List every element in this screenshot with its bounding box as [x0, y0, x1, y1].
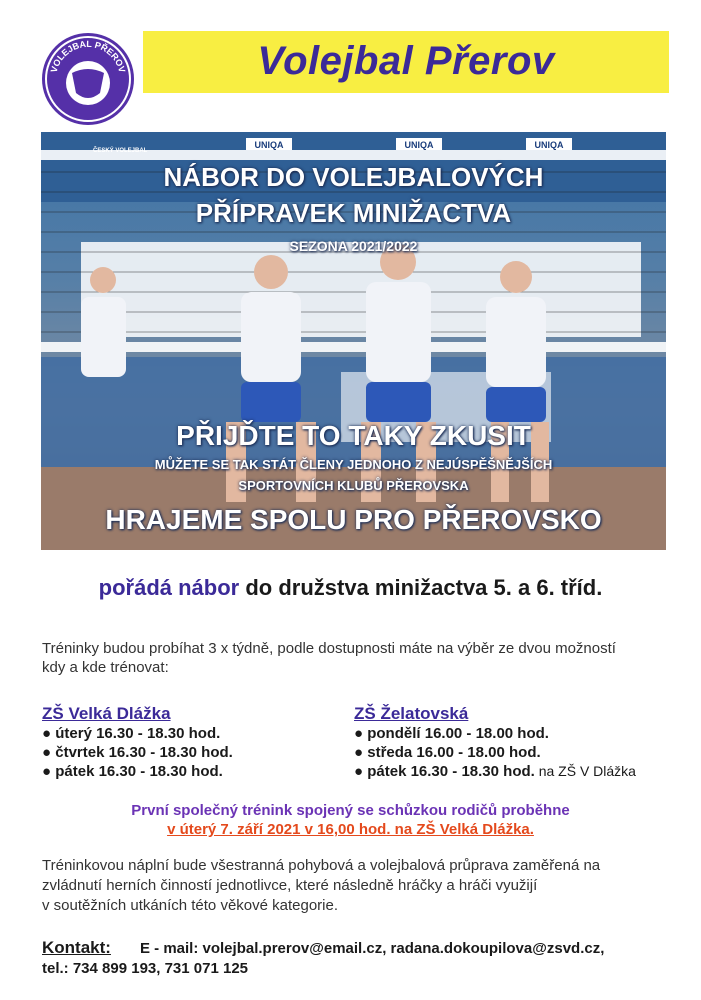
announcement-highlight: pořádá nábor: [98, 575, 240, 600]
schedule-item: ● středa 16.00 - 18.00 hod.: [354, 744, 541, 761]
school-name-velka-dlazka: ZŠ Velká Dlážka: [42, 704, 171, 723]
contact-label: Kontakt:: [42, 938, 111, 957]
logo-text: VOLEJBAL PŘEROV: [48, 38, 128, 74]
schedule-item: ● pátek 16.30 - 18.30 hod. na ZŠ V Dlážka: [354, 763, 636, 780]
sponsor-label: UNIQA: [254, 140, 284, 150]
sponsor-label: UNIQA: [404, 140, 434, 150]
intro-line: kdy a kde trénovat:: [42, 659, 169, 676]
club-logo: [42, 33, 134, 125]
page-title: Volejbal Přerov: [257, 39, 555, 83]
announcement: [0, 575, 701, 601]
schedule-item: ● čtvrtek 16.30 - 18.30 hod.: [42, 744, 233, 761]
schedule-item: ● pondělí 16.00 - 18.00 hod.: [354, 725, 549, 742]
poster-subline-2: SPORTOVNÍCH KLUBŮ PŘEROVSKA: [238, 478, 469, 493]
first-training-line: První společný trénink spojený se schůzkou rodičů proběhne: [131, 802, 570, 819]
contact-phone: tel.: 734 899 193, 731 071 125: [42, 960, 249, 977]
description-line: Tréninkovou náplní bude všestranná pohybová a volejbalová průprava zaměřená na: [42, 857, 601, 874]
federation-label: ČESKÝ VOLEJBAL: [93, 148, 148, 154]
poster-heading-3: PŘIJĎTE TO TAKY ZKUSIT: [176, 420, 531, 451]
schedule-item: ● úterý 16.30 - 18.30 hod.: [42, 725, 221, 742]
description-line: v soutěžních utkáních této věkové kategorie.: [42, 897, 339, 914]
intro-line: Tréninky budou probíhat 3 x týdně, podle dostupnosti máte na výběr ze dvou možností: [42, 640, 616, 657]
poster-heading-1: NÁBOR DO VOLEJBALOVÝCH: [163, 162, 544, 192]
announcement-rest: do družstva minižactva 5. a 6. tříd.: [239, 575, 603, 600]
poster-heading-4: HRAJEME SPOLU PRO PŘEROVSKO: [105, 504, 602, 535]
schedule-note: na ZŠ V Dlážka: [534, 763, 636, 779]
schedule-item: ● pátek 16.30 - 18.30 hod.: [42, 763, 223, 780]
poster-subline-1: MŮŽETE SE TAK STÁT ČLENY JEDNOHO Z NEJÚSPĚŠNĚJŠÍCH: [154, 457, 553, 472]
first-training-date: v úterý 7. září 2021 v 16,00 hod. na ZŠ Velká Dlážka.: [167, 821, 534, 838]
poster-heading-2: PŘÍPRAVEK MINIŽACTVA: [195, 198, 512, 228]
poster-photo: [41, 132, 666, 550]
title-band: [143, 31, 669, 93]
description-line: zvládnutí herních činností jednotlivce, které následně hráčky a hráči využijí: [42, 877, 538, 894]
contact-email: E - mail: volejbal.prerov@email.cz, radana.dokoupilova@zsvd.cz,: [140, 940, 605, 957]
sponsor-label: UNIQA: [534, 140, 564, 150]
school-name-zelatovska: ZŠ Želatovská: [354, 704, 469, 723]
poster-season: SEZONA 2021/2022: [289, 238, 418, 254]
